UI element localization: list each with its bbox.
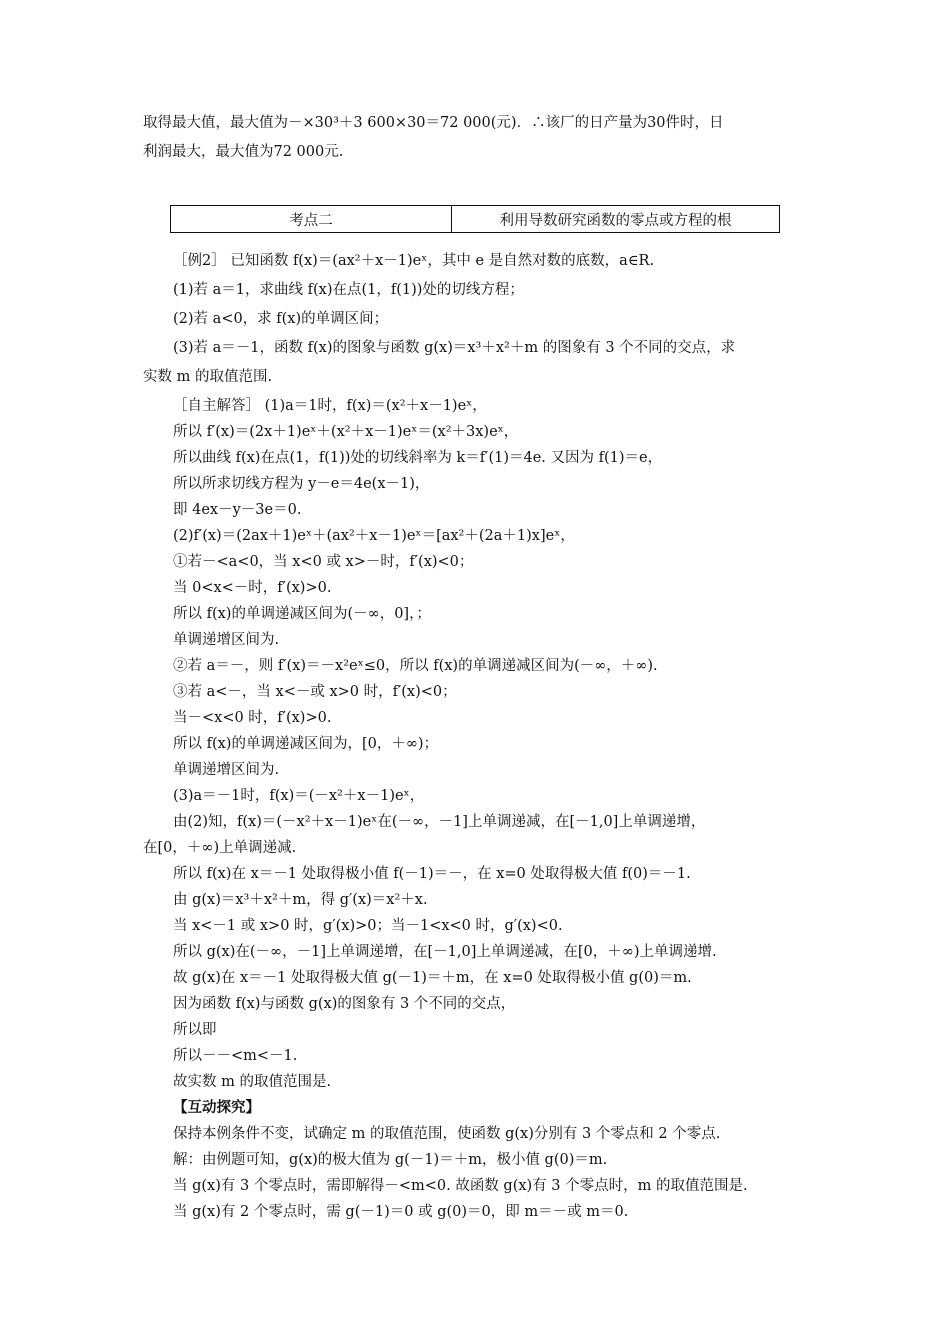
text-line: 所以 f′(x)＝(2x＋1)eˣ＋(x²＋x－1)eˣ＝(x²＋3x)eˣ， bbox=[173, 424, 519, 440]
text-line: 单调递增区间为. bbox=[173, 632, 280, 648]
text-line: 所以 g(x)在(－∞，－1]上单调递增，在[－1,0]上单调递减，在[0，＋∞)上单调递增. bbox=[173, 944, 717, 960]
text-line: 故实数 m 的取值范围是. bbox=[173, 1074, 332, 1090]
text-line: 利润最大，最大值为72 000元. bbox=[143, 144, 344, 160]
text-line: ［例2］ 已知函数 f(x)＝(ax²＋x－1)eˣ，其中 e 是自然对数的底数，a∈R. bbox=[173, 253, 655, 269]
text-line: ［自主解答］ (1)a＝1时，f(x)＝(x²＋x－1)eˣ， bbox=[173, 398, 487, 414]
text-line: 所以 f(x)的单调递减区间为，[0，＋∞)； bbox=[173, 736, 439, 752]
text-line: 取得最大值，最大值为－×30³＋3 600×30＝72 000(元)．∴该厂的日产量为30件时，日 bbox=[143, 115, 724, 131]
text-line: 当 0<x<－时，f′(x)>0. bbox=[173, 580, 332, 596]
text-line: 所以 f(x)在 x＝－1 处取得极小值 f(－1)＝－，在 x=0 处取得极大值 f(0)＝－1. bbox=[173, 866, 691, 882]
text-line: (2)f′(x)＝(2ax＋1)eˣ＋(ax²＋x－1)eˣ＝[ax²＋(2a＋1)x]eˣ， bbox=[173, 528, 575, 544]
text-line: 当 x<－1 或 x>0 时，g′(x)>0；当－1<x<0 时，g′(x)<0. bbox=[173, 918, 563, 934]
text-line: 即 4ex－y－3e＝0. bbox=[173, 502, 302, 518]
topic-number-cell: 考点二 bbox=[171, 206, 452, 233]
text-line: (3)a＝－1时，f(x)＝(－x²＋x－1)eˣ， bbox=[173, 788, 425, 804]
text-line: 当－<x<0 时，f′(x)>0. bbox=[173, 710, 332, 726]
text-line: 所以所求切线方程为 y－e＝4e(x－1)， bbox=[173, 476, 430, 492]
text-line: 实数 m 的取值范围. bbox=[143, 369, 273, 385]
text-line: 所以即 bbox=[173, 1022, 217, 1038]
text-line: 单调递增区间为. bbox=[173, 762, 280, 778]
text-line: 当 g(x)有 3 个零点时，需即解得－<m<0. 故函数 g(x)有 3 个零点时，m 的取值范围是. bbox=[173, 1178, 748, 1194]
text-line: 故 g(x)在 x＝－1 处取得极大值 g(－1)＝＋m，在 x=0 处取得极小值 g(0)＝m. bbox=[173, 970, 692, 986]
text-line: 因为函数 f(x)与函数 g(x)的图象有 3 个不同的交点， bbox=[173, 996, 516, 1012]
text-line: 所以曲线 f(x)在点(1，f(1))处的切线斜率为 k＝f′(1)＝4e. 又因为 f(1)＝e， bbox=[173, 450, 663, 466]
text-line: (3)若 a＝－1，函数 f(x)的图象与函数 g(x)＝x³＋x²＋m 的图象有 3 个不同的交点，求 bbox=[173, 340, 736, 356]
text-line: 保持本例条件不变，试确定 m 的取值范围，使函数 g(x)分别有 3 个零点和 2 个零点. bbox=[173, 1126, 721, 1142]
text-line: (1)若 a＝1，求曲线 f(x)在点(1，f(1))处的切线方程； bbox=[173, 282, 524, 298]
text-line: 当 g(x)有 2 个零点时，需 g(－1)＝0 或 g(0)＝0，即 m＝－或 m＝0. bbox=[173, 1204, 629, 1220]
text-line: ②若 a＝－，则 f′(x)＝－x²eˣ≤0，所以 f(x)的单调递减区间为(－∞，＋∞). bbox=[173, 658, 658, 674]
text-line: 所以－－<m<－1. bbox=[173, 1048, 298, 1064]
text-line: 【互动探究】 bbox=[173, 1099, 260, 1116]
text-line: ①若－<a<0，当 x<0 或 x>－时，f′(x)<0； bbox=[173, 554, 474, 570]
text-line: 在[0，＋∞)上单调递减. bbox=[143, 840, 297, 856]
text-line: 解：由例题可知，g(x)的极大值为 g(－1)＝＋m，极小值 g(0)＝m. bbox=[173, 1152, 608, 1168]
text-line: 由 g(x)＝x³＋x²＋m，得 g′(x)＝x²＋x. bbox=[173, 892, 428, 908]
text-line: 由(2)知，f(x)＝(－x²＋x－1)eˣ在(－∞，－1]上单调递减，在[－1,0]上单调递增， bbox=[173, 814, 706, 830]
topic-title-cell: 利用导数研究函数的零点或方程的根 bbox=[452, 206, 780, 233]
text-line: 所以 f(x)的单调递减区间为(－∞，0]，； bbox=[173, 606, 431, 622]
text-line: ③若 a<－，当 x<－或 x>0 时，f′(x)<0； bbox=[173, 684, 457, 700]
text-line: (2)若 a<0，求 f(x)的单调区间； bbox=[173, 311, 389, 327]
topic-header-table bbox=[170, 205, 780, 233]
